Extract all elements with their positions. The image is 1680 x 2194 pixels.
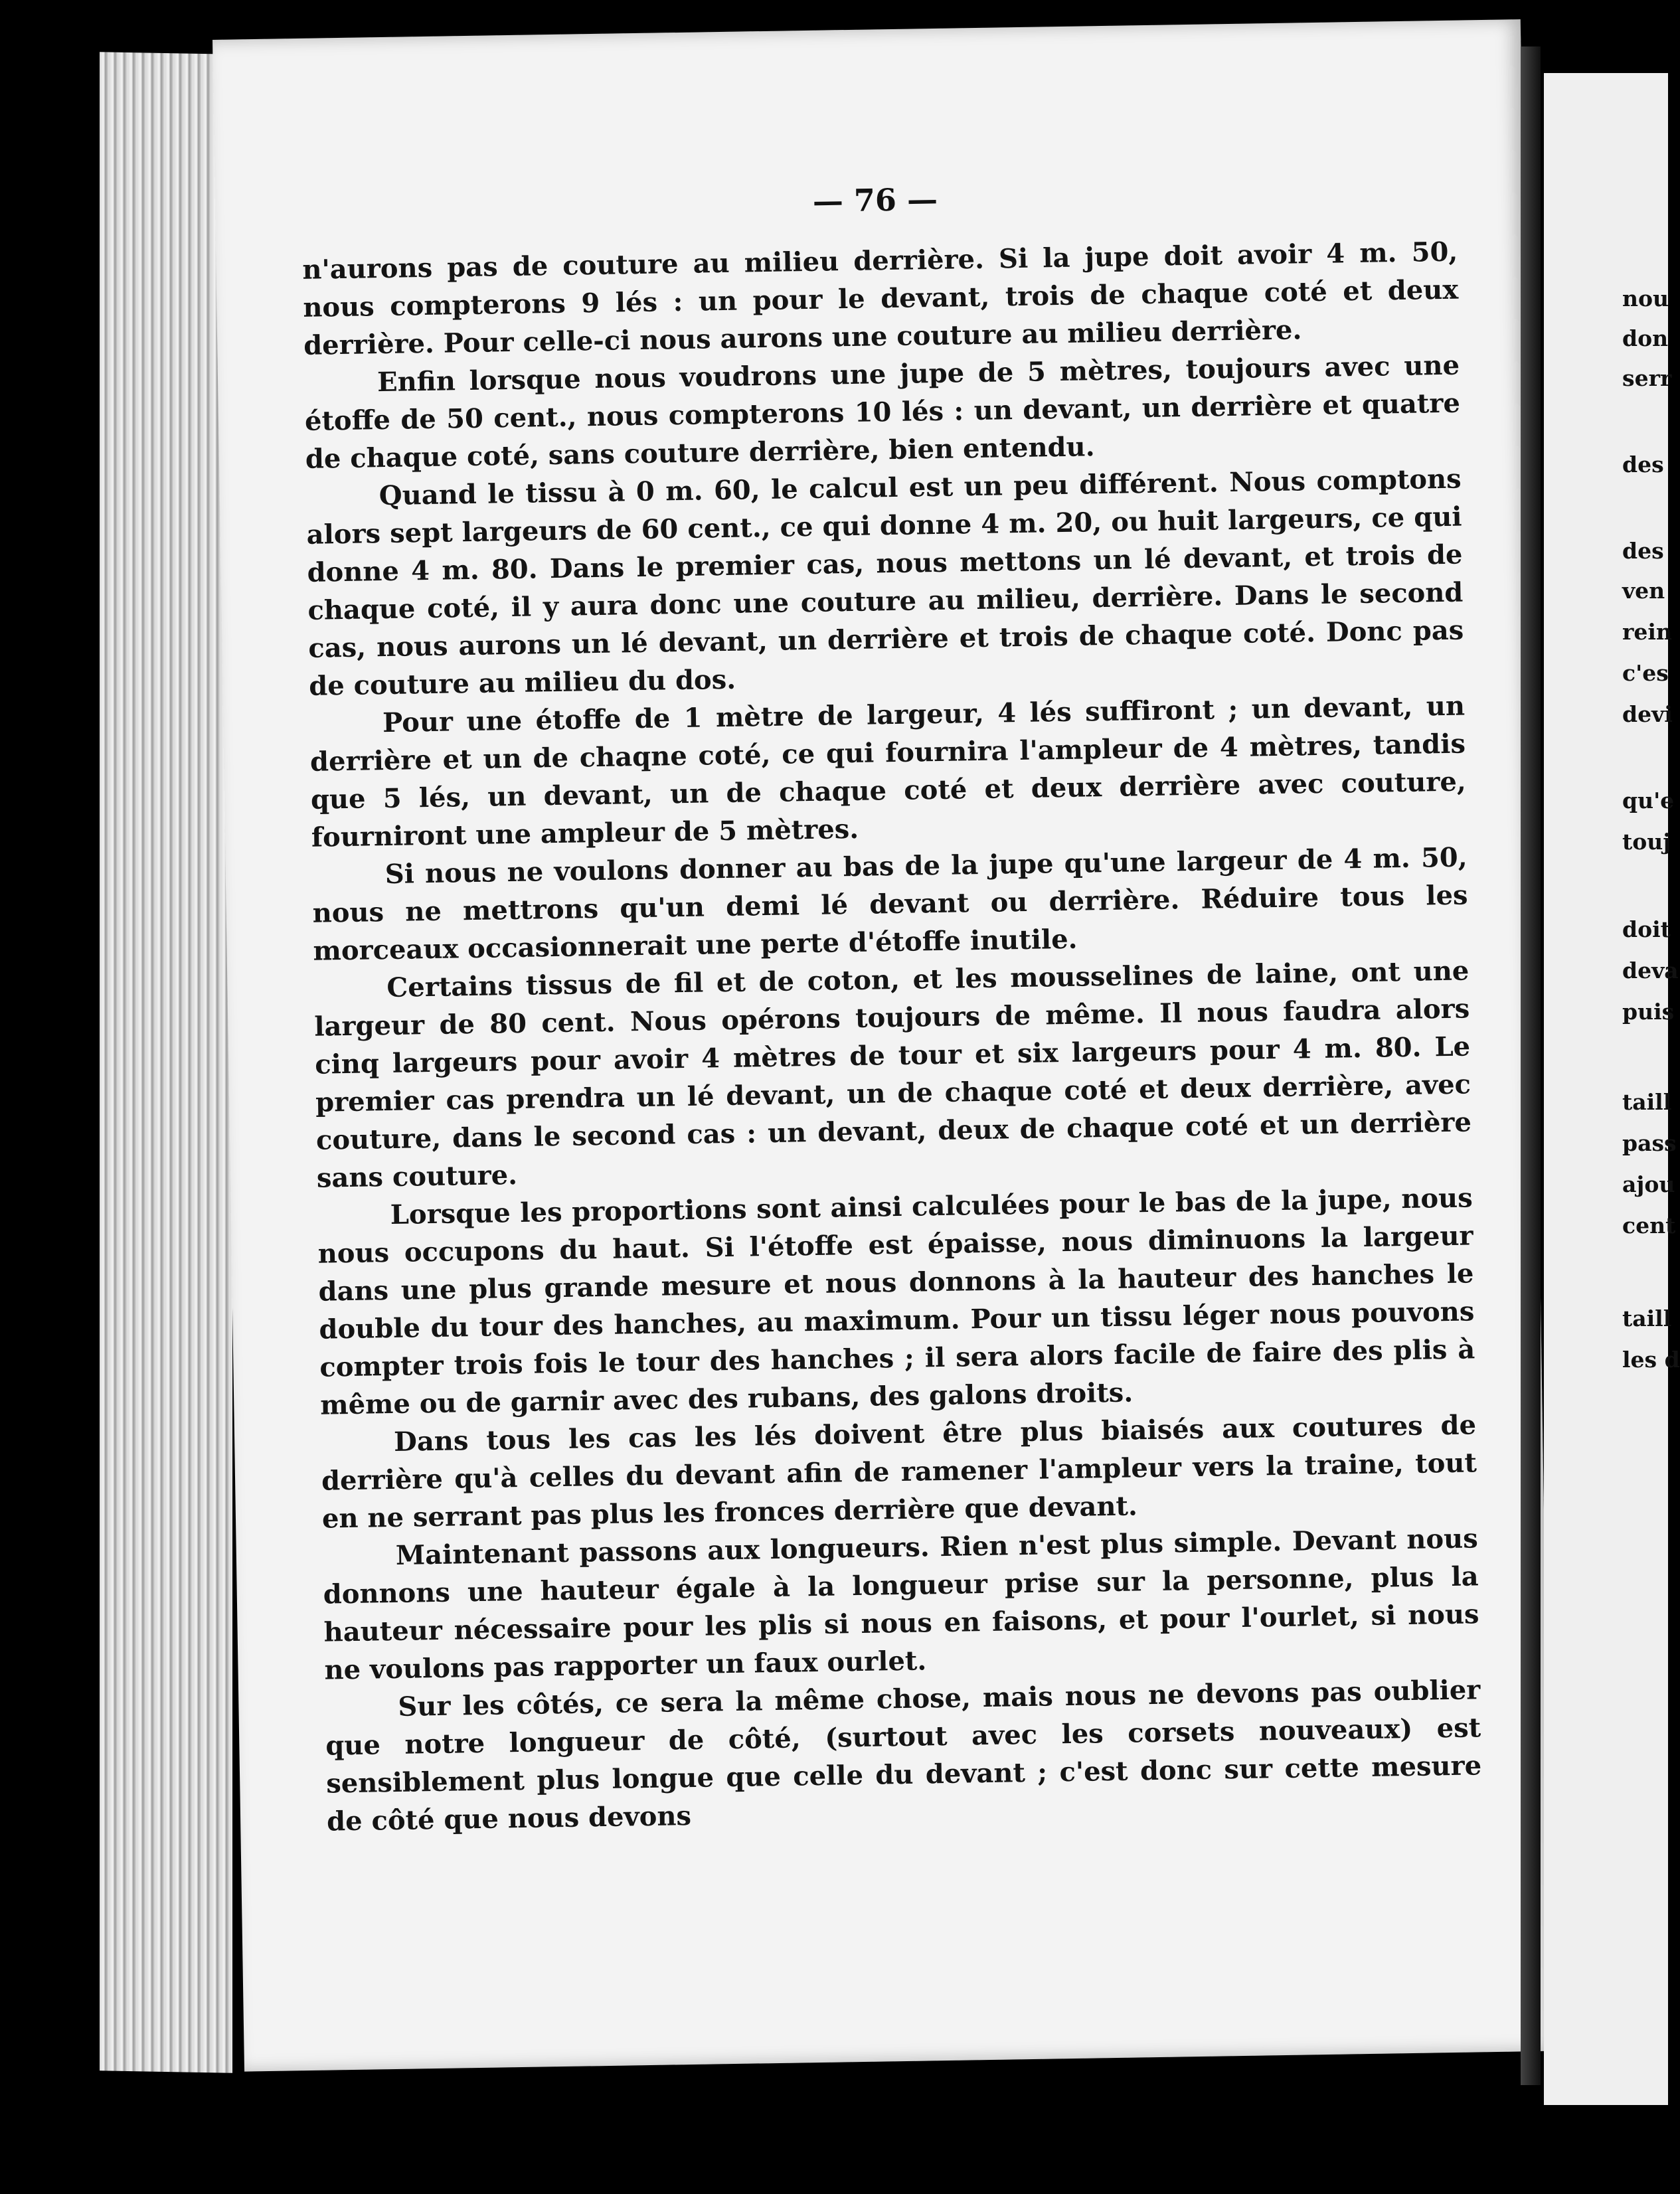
right-page-fragment: pass	[1622, 1130, 1677, 1156]
book-gutter	[1521, 46, 1541, 2085]
right-page-fragment: des	[1622, 452, 1664, 477]
right-page-fragment: serr	[1622, 365, 1672, 391]
right-page-fragment: don	[1622, 325, 1669, 351]
right-page-fragment: ven	[1622, 578, 1665, 604]
book-page-right	[1544, 73, 1680, 2105]
right-page-fragment: devi	[1622, 701, 1673, 727]
right-page-fragment: touj	[1622, 829, 1671, 855]
paragraph: Maintenant passons aux longueurs. Rien n'est plus simple. Devant nous donnons une hauteur égale à la longueur prise sur la personne, plus la hauteur nécessaire pour les plis si nous en faisons, et pour l'ourlet, si nous ne voulons pas rapporter un faux ourlet.	[323, 1523, 1479, 1686]
right-page-fragment: cent	[1622, 1213, 1676, 1238]
right-page-fragment: ajou	[1622, 1171, 1675, 1197]
right-page-fragment: les d	[1622, 1347, 1680, 1373]
page-number: — 76 —	[812, 181, 938, 219]
right-page-fragment: c'es	[1622, 660, 1669, 686]
right-page-fragment: puis	[1622, 999, 1675, 1025]
paragraph: n'aurons pas de couture au milieu derrière. Si la jupe doit avoir 4 m. 50, nous compterons 9 lés : un pour le devant, trois de chaque coté et deux derrière. Pour celle-ci nous aurons une couture au milieu derrière.	[302, 236, 1459, 361]
paragraph: Dans tous les cas les lés doivent être plus biaisés aux coutures de derrière qu'à celles du devant afin de ramener l'ampleur vers la traine, tout en ne serrant pas plus les fronces derrière que devant.	[321, 1409, 1477, 1535]
right-page-fragment: taill	[1622, 1089, 1672, 1115]
right-page-fragment: taill	[1622, 1306, 1672, 1331]
right-page-fragment: rein	[1622, 619, 1672, 645]
paragraph: Si nous ne voulons donner au bas de la jupe qu'une largeur de 4 m. 50, nous ne mettrons qu'un demi lé devant ou derrière. Réduire tous les morceaux occasionnerait une perte d'étoffe inutile.	[312, 841, 1468, 967]
right-page-fragment: deva	[1622, 958, 1679, 983]
paragraph: Quand le tissu à 0 m. 60, le calcul est un peu différent. Nous comptons alors sept largeurs de 60 cent., ce qui donne 4 m. 20, ou huit largeurs, ce qui donne 4 m. 80. Dans le premier cas, nous mettons un lé devant, et trois de chaque coté, il y aura donc une couture au milieu, derrière. Dans le second cas, nous aurons un lé devant, un derrière et trois de chaque coté. Donc pas de couture au milieu du dos.	[306, 463, 1464, 702]
paragraph: Pour une étoffe de 1 mètre de largeur, 4 lés suffiront ; un devant, un derrière et un de chaqne coté, ce qui fournira l'ampleur de 4 mètres, tandis que 5 lés, un devant, un de chaque coté et deux derrière avec couture, fourniront une ampleur de 5 mètres.	[309, 690, 1467, 853]
page-edges	[100, 52, 232, 2072]
right-page-fragment: doit	[1622, 916, 1671, 942]
paragraph: Enfin lorsque nous voudrons une jupe de 5 mètres, toujours avec une étoffe de 50 cent., nous compterons 10 lés : un devant, un derrière et quatre de chaque coté, sans couture derrière, bien entendu.	[304, 349, 1461, 475]
right-page-fragment: nou	[1622, 286, 1669, 311]
right-page-fragment: qu'e	[1622, 788, 1675, 813]
paragraph: Certains tissus de fil et de coton, et les mousselines de laine, ont une largeur de 80 cent. Nous opérons toujours de même. Il nous faudra alors cinq largeurs pour avoir 4 mètres de tour et six largeurs pour 4 m. 80. Le premier cas prendra un lé devant, un de chaque coté et deux derrière, avec couture, dans le second cas : un devant, deux de chaque coté et un derrière sans couture.	[313, 955, 1472, 1194]
paragraph: Lorsque les proportions sont ainsi calculées pour le bas de la jupe, nous nous occupons du haut. Si l'étoffe est épaisse, nous diminuons la largeur dans une plus grande mesure et nous donnons à la hauteur des hanches le double du tour des hanches, au maximum. Pour un tissu léger nous pouvons compter trois fois le tour des hanches ; il sera alors facile de faire des plis à même ou de garnir avec des rubans, des galons droits.	[317, 1182, 1475, 1421]
right-page-fragment: des	[1622, 538, 1664, 564]
paragraph: Sur les côtés, ce sera la même chose, mais nous ne devons pas oublier que notre longueur de côté, (surtout avec les corsets nouveaux) est sensiblement plus longue que celle du devant ; c'est donc sur cette mesure de côté que nous devons	[325, 1674, 1482, 1837]
book-page-left	[212, 19, 1553, 2072]
body-text	[302, 233, 1482, 1841]
